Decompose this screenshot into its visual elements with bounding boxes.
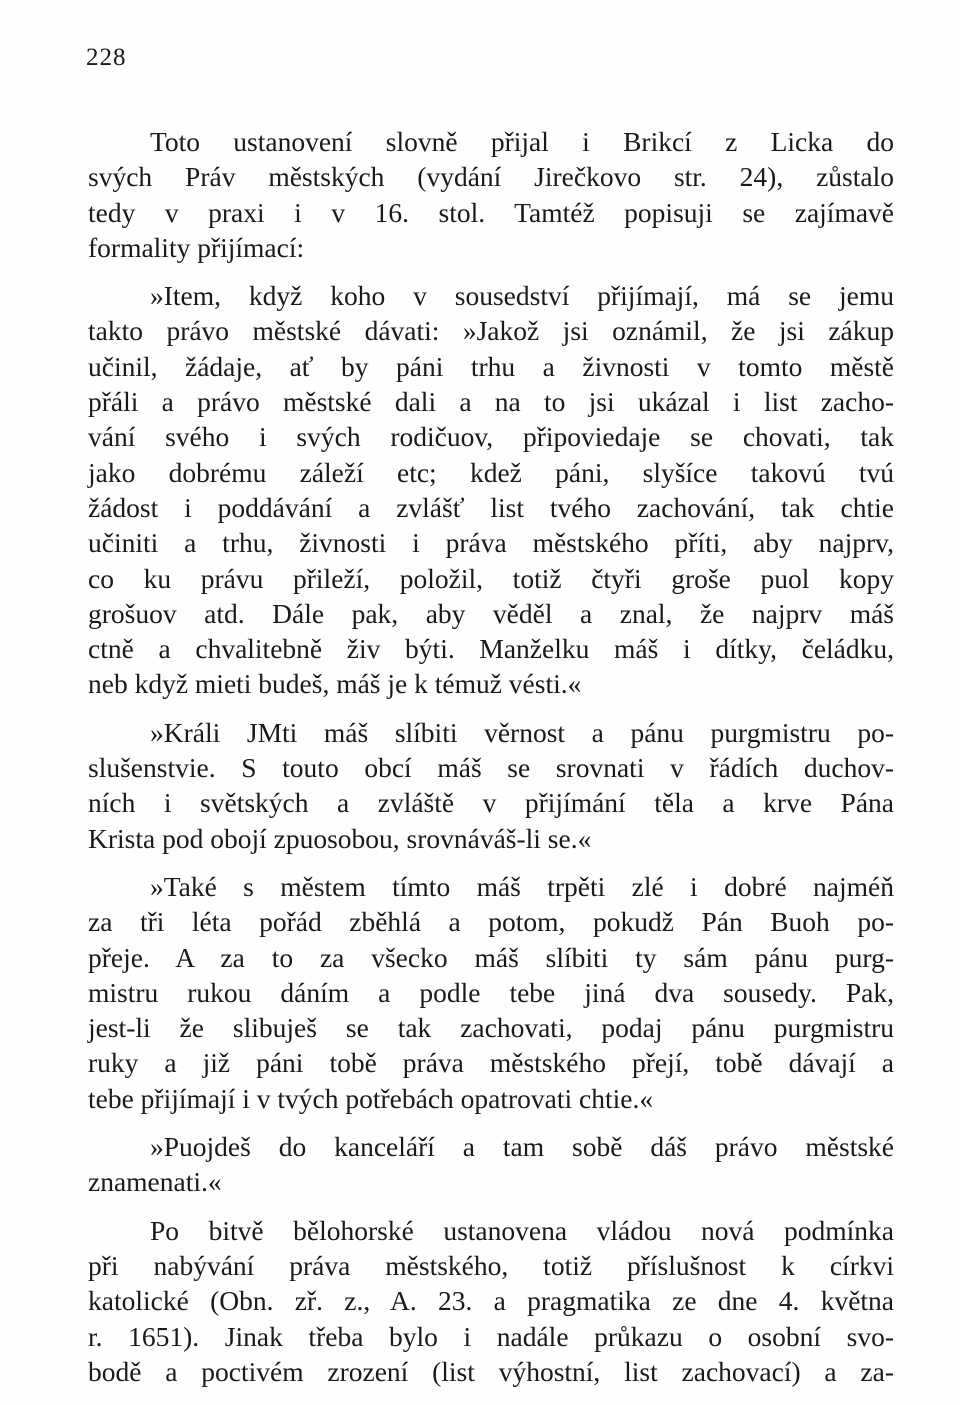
text-line: ních i světských a zvláště v přijímání těla a krve Pána <box>88 787 894 819</box>
paragraph-1 <box>88 124 894 265</box>
text-line: při nabývání práva městského, totiž příslušnost k církvi <box>88 1249 894 1281</box>
text-line: Toto ustanovení slovně přijal i Brikcí z Licka do <box>150 126 894 157</box>
text-line: »Také s městem tímto máš trpěti zlé i dobré najméň <box>150 870 894 902</box>
text-line: Krista pod obojí zpuosobou, srovnáváš-li se.« <box>88 822 592 854</box>
text-line: znamenati.« <box>88 1166 222 1198</box>
text-line: učinil, žádaje, ať by páni trhu a živnosti v tomto městě <box>88 350 894 382</box>
text-line: jako dobrému záleží etc; kdež páni, slyšíce takovú tvú <box>88 456 894 488</box>
body-text <box>88 124 894 1389</box>
text-line: slušenstvie. S touto obcí máš se srovnati v řádích duchov- <box>88 752 894 784</box>
text-line: jest-li že slibuješ se tak zachovati, podaj pánu purgmistru <box>88 1012 894 1044</box>
text-line: grošuov atd. Dále pak, aby věděl a znal, že najprv máš <box>88 597 894 629</box>
text-line: přáli a právo městské dali a na to jsi ukázal i list zacho- <box>88 386 894 418</box>
text-line: ruky a již páni tobě práva městského přejí, tobě dávají a <box>88 1047 894 1079</box>
text-line: katolické (Obn. zř. z., A. 23. a pragmatika ze dne 4. května <box>88 1285 894 1317</box>
text-line: »Králi JMti máš slíbiti věrnost a pánu purgmistru po- <box>150 716 894 748</box>
text-line: Po bitvě bělohorské ustanovena vládou nová podmínka <box>150 1214 894 1246</box>
text-line: svých Práv městských (vydání Jirečkovo str. 24), zůstalo <box>88 161 894 193</box>
text-line: vání svého i svých rodičuov, připoviedaje se chovati, tak <box>88 421 894 453</box>
text-line: učiniti a trhu, živnosti i práva městského příti, aby najprv, <box>88 527 894 559</box>
text-line: mistru rukou dáním a podle tebe jiná dva sousedy. Pak, <box>88 976 894 1008</box>
text-line: tebe přijímají i v tvých potřebách opatrovati chtie.« <box>88 1082 654 1114</box>
text-line: bodě a poctivém zrození (list výhostní, list zachovací) a za- <box>88 1355 894 1387</box>
paragraph-4 <box>88 869 894 1116</box>
text-line: »Puojdeš do kanceláří a tam sobě dáš právo městské <box>150 1131 894 1163</box>
paragraph-2 <box>88 278 894 702</box>
paragraph-3 <box>88 715 894 856</box>
text-line: r. 1651). Jinak třeba bylo i nadále průkazu o osobní svo- <box>88 1320 894 1352</box>
text-line: neb když mieti budeš, máš je k témuž vésti.« <box>88 668 582 700</box>
text-line: ctně a chvalitebně živ býti. Manželku máš i dítky, čeládku, <box>88 633 894 665</box>
text-line: takto právo městské dávati: »Jakož jsi oznámil, že jsi zákup <box>88 315 894 347</box>
paragraph-6 <box>88 1213 894 1389</box>
paragraph-5 <box>88 1129 894 1200</box>
text-line: co ku právu přileží, položil, totiž čtyři groše puol kopy <box>88 562 894 594</box>
text-line: »Item, když koho v sousedství přijímají, má se jemu <box>150 280 894 312</box>
text-line: přeje. A za to za všecko máš slíbiti ty sám pánu purg- <box>88 941 894 973</box>
text-line: za tři léta pořád zběhlá a potom, pokudž Pán Buoh po- <box>88 906 894 938</box>
text-line: tedy v praxi i v 16. stol. Tamtéž popisuji se zajímavě <box>88 196 894 228</box>
text-line: formality přijímací: <box>88 231 305 263</box>
text-line: žádost i poddávání a zvlášť list tvého zachování, tak chtie <box>88 491 894 523</box>
page-number: 228 <box>86 44 127 71</box>
